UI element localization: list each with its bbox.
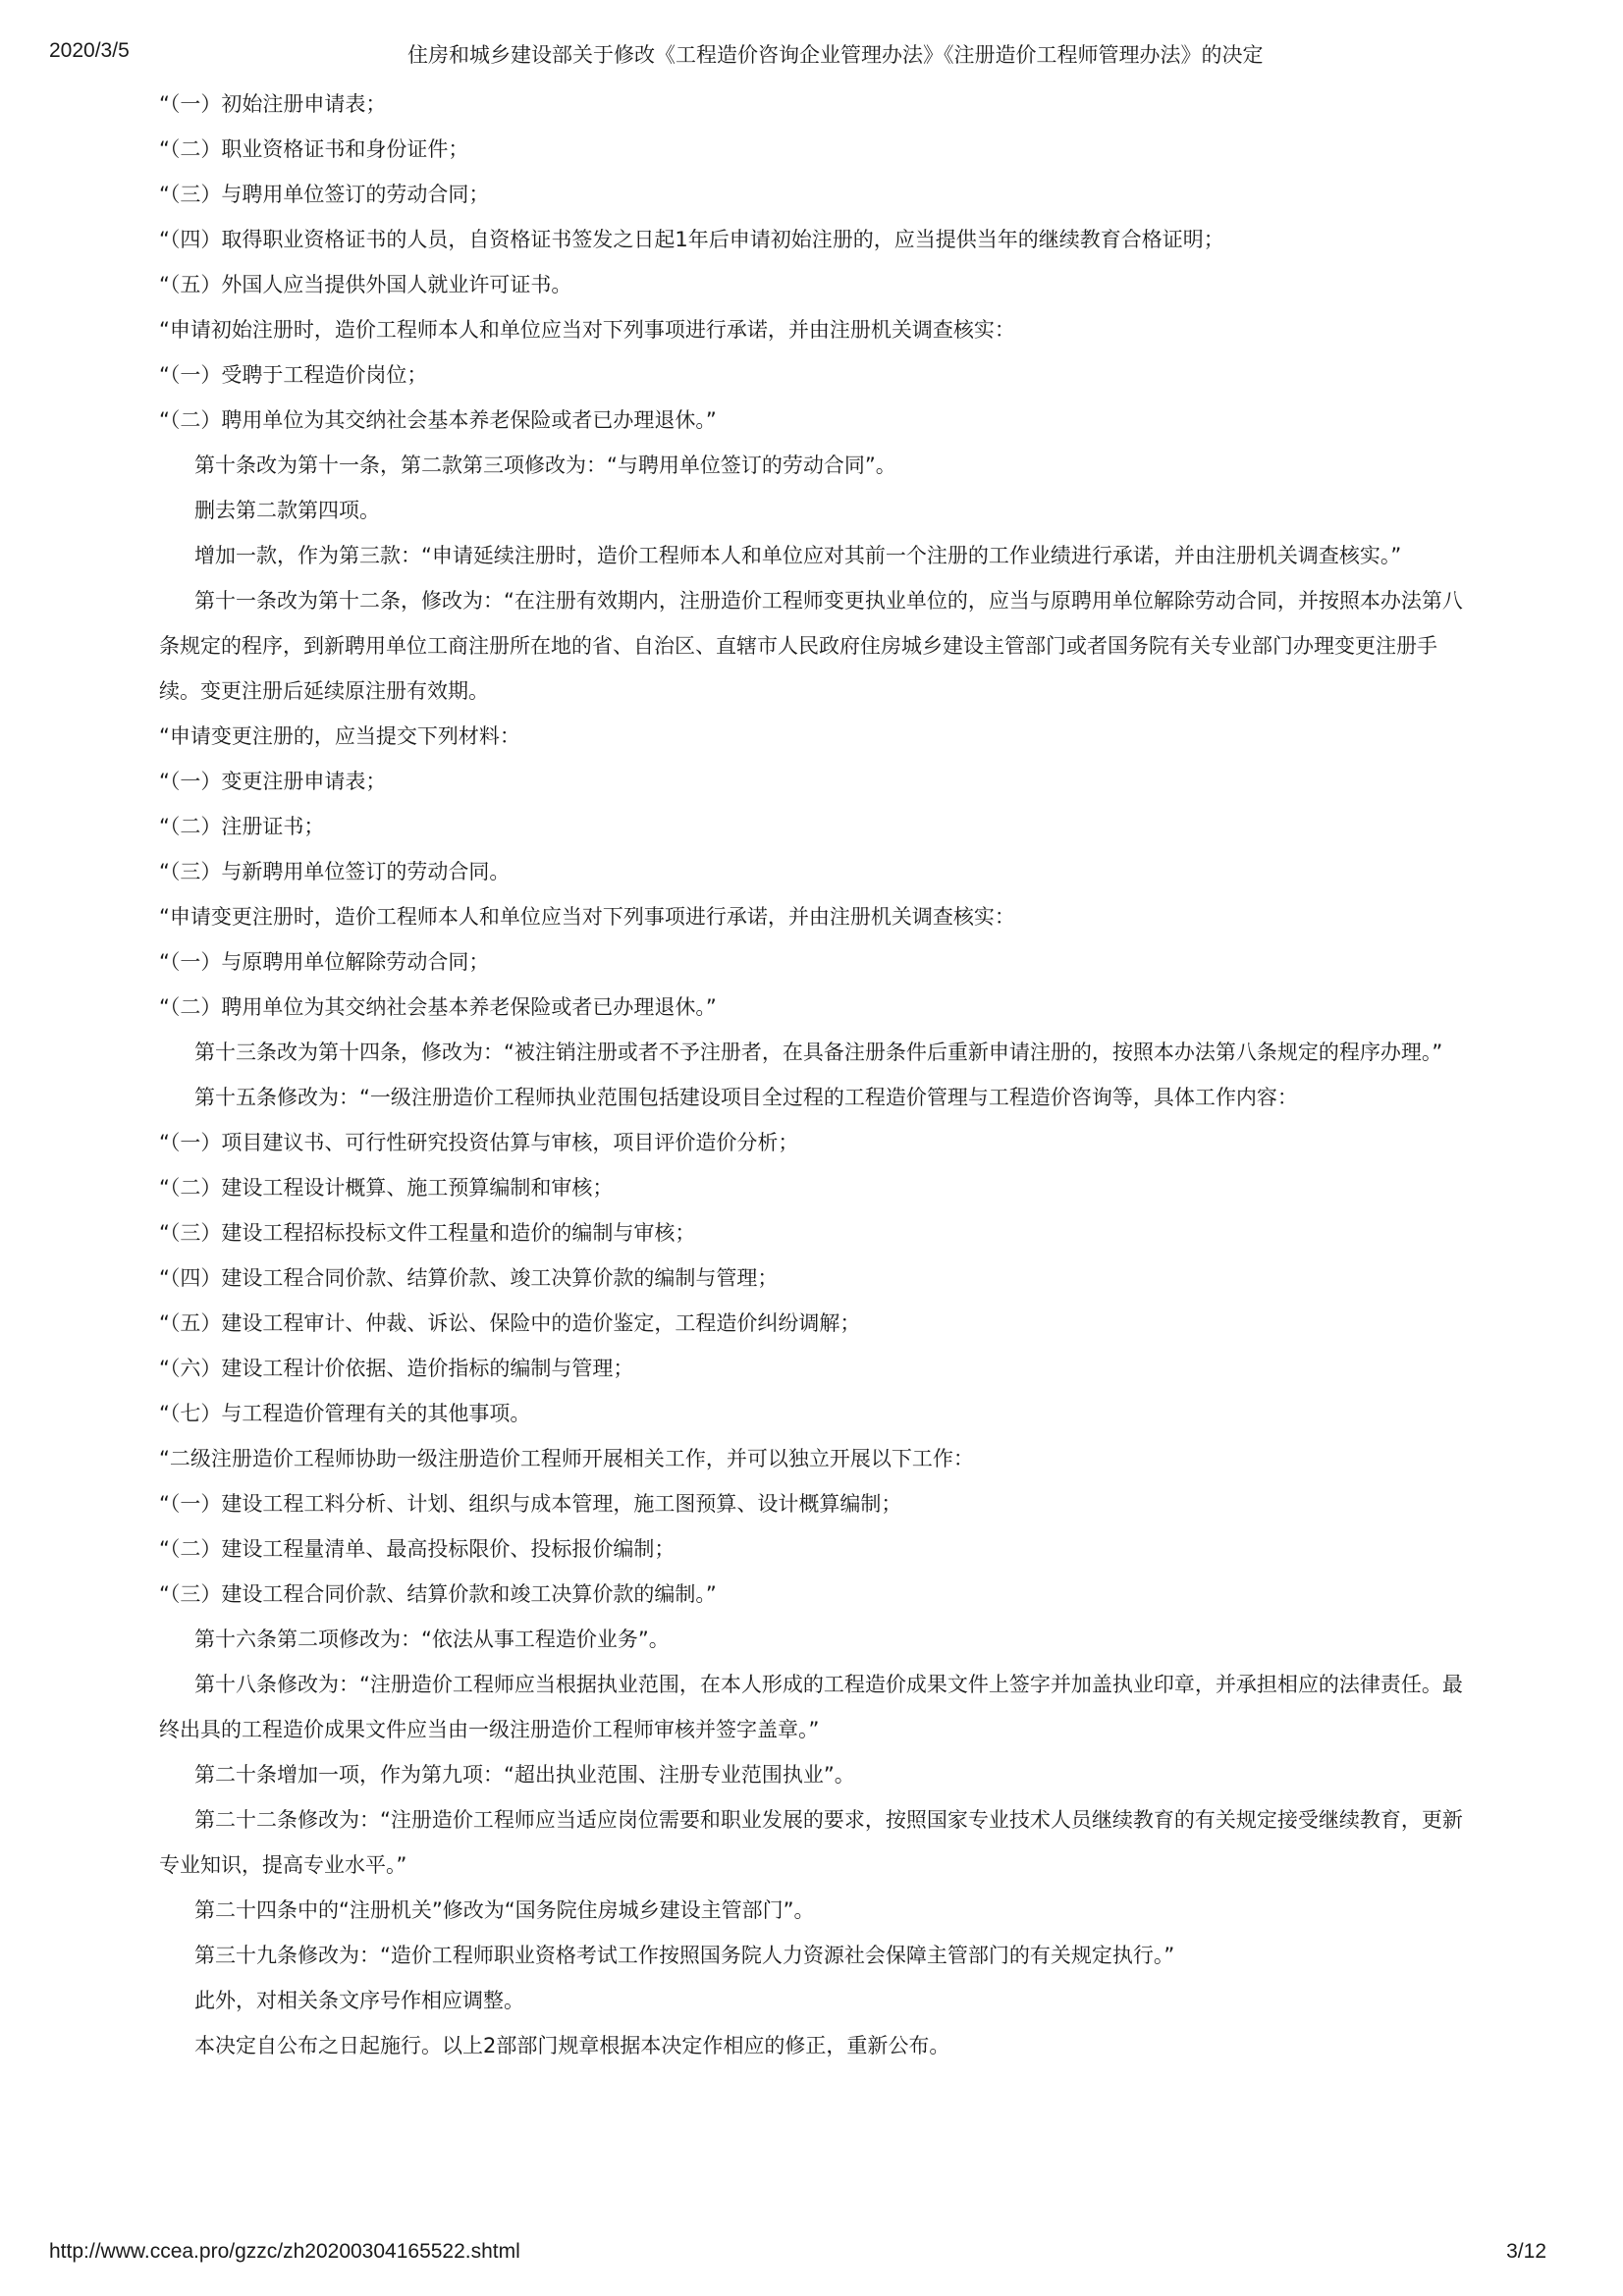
paragraph: 本决定自公布之日起施行。以上2部部门规章根据本决定作相应的修正，重新公布。: [194, 2034, 950, 2057]
paragraph: “（二）职业资格证书和身份证件；: [159, 137, 469, 161]
paragraph: “（二）注册证书；: [159, 815, 325, 838]
header-date: 2020/3/5: [49, 39, 130, 62]
paragraph: “（一）初始注册申请表；: [159, 92, 387, 116]
paragraph: 第二十四条中的“注册机关”修改为“国务院住房城乡建设主管部门”。: [194, 1898, 815, 1922]
paragraph: “申请变更注册的，应当提交下列材料：: [159, 724, 520, 748]
paragraph: 第二十条增加一项，作为第九项：“超出执业范围、注册专业范围执业”。: [194, 1763, 855, 1787]
paragraph: “（五）建设工程审计、仲裁、诉讼、保险中的造价鉴定，工程造价纠纷调解；: [159, 1311, 861, 1335]
paragraph: 第十六条第二项修改为：“依法从事工程造价业务”。: [194, 1628, 670, 1651]
paragraph: “（一）项目建议书、可行性研究投资估算与审核，项目评价造价分析；: [159, 1131, 799, 1154]
paragraph: 第十八条修改为：“注册造价工程师应当根据执业范围，在本人形成的工程造价成果文件上签字并加盖执业印章，并承担相应的法律责任。最终出具的工程造价成果文件应当由一级注册造价工程师审核并签字盖章。”: [159, 1673, 1463, 1741]
paragraph: “（二）聘用单位为其交纳社会基本养老保险或者已办理退休。”: [159, 408, 717, 432]
paragraph: “（三）与新聘用单位签订的劳动合同。: [159, 860, 511, 883]
paragraph: “（一）与原聘用单位解除劳动合同；: [159, 950, 490, 974]
paragraph: “（四）取得职业资格证书的人员，自资格证书签发之日起1年后申请初始注册的，应当提供当年的继续教育合格证明；: [159, 228, 1224, 251]
paragraph: 第十条改为第十一条，第二款第三项修改为：“与聘用单位签订的劳动合同”。: [194, 454, 896, 477]
paragraph: “（三）建设工程合同价款、结算价款和竣工决算价款的编制。”: [159, 1582, 717, 1606]
paragraph: “（一）变更注册申请表；: [159, 770, 387, 793]
paragraph: 第二十二条修改为：“注册造价工程师应当适应岗位需要和职业发展的要求，按照国家专业技术人员继续教育的有关规定接受继续教育，更新专业知识，提高专业水平。”: [159, 1808, 1463, 1877]
paragraph: “（一）受聘于工程造价岗位；: [159, 363, 428, 387]
header-title: 住房和城乡建设部关于修改《工程造价咨询企业管理办法》《注册造价工程师管理办法》的决定: [407, 43, 1264, 67]
paragraph: “（六）建设工程计价依据、造价指标的编制与管理；: [159, 1357, 634, 1380]
paragraph: “（一）建设工程工料分析、计划、组织与成本管理，施工图预算、设计概算编制；: [159, 1492, 902, 1516]
page-number: 3/12: [1506, 2240, 1546, 2263]
paragraph: 第三十九条修改为：“造价工程师职业资格考试工作按照国务院人力资源社会保障主管部门的有关规定执行。”: [194, 1944, 1175, 1967]
document-body: [159, 81, 1475, 2068]
paragraph: “（二）建设工程量清单、最高投标限价、投标报价编制；: [159, 1537, 676, 1561]
paragraph: “（五）外国人应当提供外国人就业许可证书。: [159, 273, 572, 296]
paragraph: “（四）建设工程合同价款、结算价款、竣工决算价款的编制与管理；: [159, 1266, 779, 1290]
paragraph: 增加一款，作为第三款：“申请延续注册时，造价工程师本人和单位应对其前一个注册的工作业绩进行承诺，并由注册机关调查核实。”: [194, 544, 1402, 567]
paragraph: 第十五条修改为：“一级注册造价工程师执业范围包括建设项目全过程的工程造价管理与工程造价咨询等，具体工作内容：: [194, 1086, 1298, 1109]
paragraph: “（二）聘用单位为其交纳社会基本养老保险或者已办理退休。”: [159, 995, 717, 1019]
paragraph: “（三）建设工程招标投标文件工程量和造价的编制与审核；: [159, 1221, 696, 1245]
paragraph: 第十一条改为第十二条，修改为：“在注册有效期内，注册造价工程师变更执业单位的，应当与原聘用单位解除劳动合同，并按照本办法第八条规定的程序，到新聘用单位工商注册所在地的省、自治区、直辖市人民政府住房城乡建设主管部门或者国务院有关专业部门办理变更注册手续。变更注册后延续原注册有效期。: [159, 589, 1463, 703]
paragraph: “二级注册造价工程师协助一级注册造价工程师开展相关工作，并可以独立开展以下工作：: [159, 1447, 974, 1470]
paragraph: “申请变更注册时，造价工程师本人和单位应当对下列事项进行承诺，并由注册机关调查核实：: [159, 905, 1015, 929]
paragraph: “（七）与工程造价管理有关的其他事项。: [159, 1402, 531, 1425]
paragraph: “申请初始注册时，造价工程师本人和单位应当对下列事项进行承诺，并由注册机关调查核实：: [159, 318, 1015, 342]
paragraph: 此外，对相关条文序号作相应调整。: [194, 1989, 524, 2012]
paragraph: “（二）建设工程设计概算、施工预算编制和审核；: [159, 1176, 614, 1200]
paragraph: 删去第二款第四项。: [194, 499, 380, 522]
paragraph: 第十三条改为第十四条，修改为：“被注销注册或者不予注册者，在具备注册条件后重新申请注册的，按照本办法第八条规定的程序办理。”: [194, 1041, 1443, 1064]
paragraph: “（三）与聘用单位签订的劳动合同；: [159, 183, 490, 206]
source-url-link[interactable]: http://www.ccea.pro/gzzc/zh20200304165522.shtml: [49, 2240, 520, 2263]
